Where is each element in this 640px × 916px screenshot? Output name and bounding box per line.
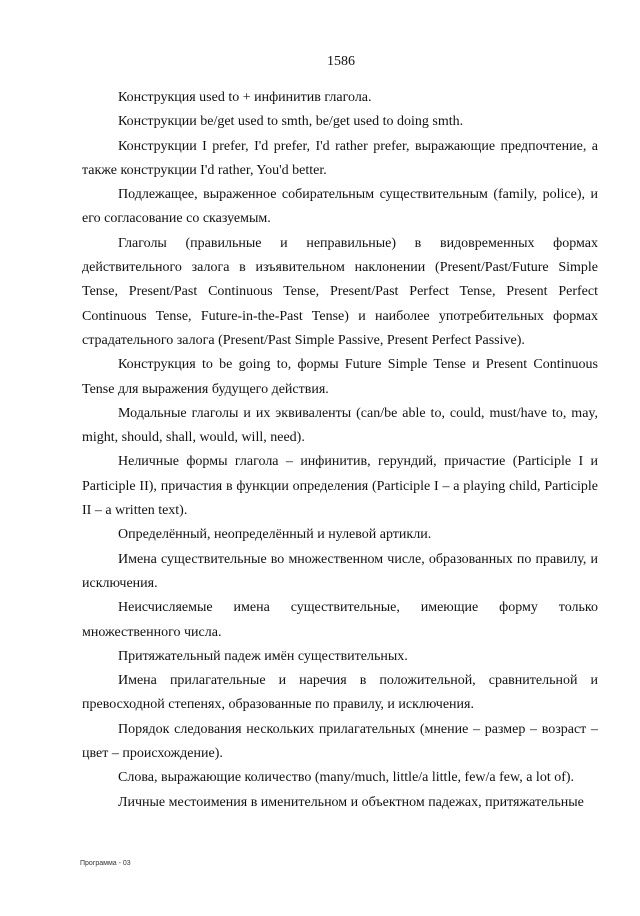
paragraph-non-finite-forms: Неличные формы глагола – инфинитив, герундий, причастие (Participle I и Participle II), причастия в функции определения (Participle I – a playing child, Participle II – a written text). xyxy=(82,454,598,519)
paragraph-prefer: Конструкции I prefer, I'd prefer, I'd rather prefer, выражающие предпочтение, а также конструкции I'd rather, You'd better. xyxy=(82,138,598,178)
paragraph-verb-tenses: Глаголы (правильные и неправильные) в видовременных формах действительного залога в изъявительном наклонении (Present/Past/Future Simple Tense, Present/Past Continuous Tense, Present/Past Perfect Tense, Present Perfect Continuous Tense, Future-in-the-Past Tense) и наиболее употребительных формах страдательного залога (Present/Past Simple Passive, Present Perfect Passive). xyxy=(82,235,598,348)
paragraph-collective-subject: Подлежащее, выраженное собирательным существительным (family, police), и его согласование со сказуемым. xyxy=(82,187,598,227)
paragraph-possessive-case: Притяжательный падеж имён существительных. xyxy=(118,648,408,664)
page-footer: Программа - 03 xyxy=(80,860,131,867)
paragraph-quantity-words: Слова, выражающие количество (many/much, little/a little, few/a few, a lot of). xyxy=(118,770,575,786)
paragraph-plural-nouns: Имена существительные во множественном числе, образованных по правилу, и исключения. xyxy=(82,551,598,591)
paragraph-modal-verbs: Модальные глаголы и их эквиваленты (can/be able to, could, must/have to, may, might, should, shall, would, will, need). xyxy=(82,405,598,446)
paragraph-used-to: Конструкция used to + инфинитив глагола. xyxy=(118,90,372,105)
paragraph-adjectives-adverbs: Имена прилагательные и наречия в положительной, сравнительной и превосходной степенях, образованные по правилу, и исключения. xyxy=(82,673,598,713)
paragraph-adjective-order: Порядок следования нескольких прилагательных (мнение – размер – возраст – цвет – происхождение). xyxy=(82,721,598,762)
paragraph-uncountable-nouns: Неисчисляемые имена существительные, имеющие форму только множественного числа. xyxy=(82,600,598,640)
paragraph-pronouns: Личные местоимения в именительном и объектном падежах, притяжательные xyxy=(118,794,584,810)
paragraph-going-to: Конструкция to be going to, формы Future Simple Tense и Present Continuous Tense для выражения будущего действия. xyxy=(82,357,598,397)
paragraph-be-get-used-to: Конструкции be/get used to smth, be/get used to doing smth. xyxy=(118,114,464,130)
paragraph-articles: Определённый, неопределённый и нулевой артикли. xyxy=(118,527,432,543)
page-number: 1586 xyxy=(327,54,355,69)
document-body xyxy=(82,86,598,815)
